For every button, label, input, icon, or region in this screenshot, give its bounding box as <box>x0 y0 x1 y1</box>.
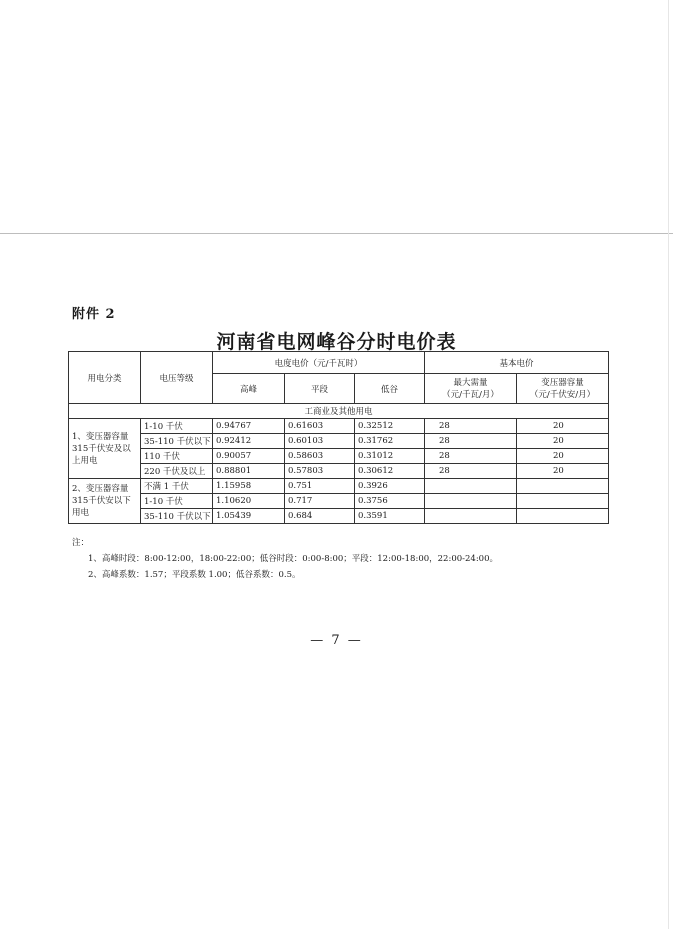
capacity-cell <box>517 509 609 524</box>
demand-cell <box>425 509 517 524</box>
table-row <box>69 479 609 494</box>
header-category: 用电分类 <box>69 352 141 404</box>
header-energy-price: 电度电价（元/千瓦时） <box>213 352 425 374</box>
demand-cell: 28 <box>425 449 517 464</box>
header-peak: 高峰 <box>213 374 285 404</box>
demand-cell: 28 <box>425 419 517 434</box>
peak-cell: 0.92412 <box>213 434 285 449</box>
valley-cell: 0.31012 <box>355 449 425 464</box>
capacity-cell <box>517 479 609 494</box>
demand-cell <box>425 479 517 494</box>
capacity-cell: 20 <box>517 419 609 434</box>
table-row <box>69 464 609 479</box>
valley-cell: 0.3756 <box>355 494 425 509</box>
flat-cell: 0.57803 <box>285 464 355 479</box>
document-title: 河南省电网峰谷分时电价表 <box>216 331 457 353</box>
peak-cell: 0.88801 <box>213 464 285 479</box>
notes <box>72 535 498 583</box>
flat-cell: 0.61603 <box>285 419 355 434</box>
header-flat: 平段 <box>285 374 355 404</box>
capacity-cell: 20 <box>517 434 609 449</box>
page-edge <box>668 0 669 929</box>
peak-cell: 0.90057 <box>213 449 285 464</box>
table-row <box>69 434 609 449</box>
valley-cell: 0.3591 <box>355 509 425 524</box>
capacity-cell: 20 <box>517 464 609 479</box>
voltage-cell: 110 千伏 <box>141 449 213 464</box>
peak-cell: 0.94767 <box>213 419 285 434</box>
valley-cell: 0.30612 <box>355 464 425 479</box>
header-voltage: 电压等级 <box>141 352 213 404</box>
capacity-cell <box>517 494 609 509</box>
peak-cell: 1.15958 <box>213 479 285 494</box>
header-capacity-line1: 变压器容量 <box>541 377 584 388</box>
header-max-demand-line2: （元/千瓦/月） <box>442 389 499 400</box>
notes-heading: 注： <box>72 538 90 548</box>
flat-cell: 0.684 <box>285 509 355 524</box>
flat-cell: 0.717 <box>285 494 355 509</box>
header-capacity <box>517 374 609 404</box>
header-max-demand <box>425 374 517 404</box>
voltage-cell: 220 千伏及以上 <box>141 464 213 479</box>
valley-cell: 0.31762 <box>355 434 425 449</box>
price-table <box>68 351 609 524</box>
flat-cell: 0.751 <box>285 479 355 494</box>
demand-cell: 28 <box>425 464 517 479</box>
table-row <box>69 449 609 464</box>
demand-cell: 28 <box>425 434 517 449</box>
note-item: 1、高峰时段：8:00-12:00，18:00-22:00；低谷时段：0:00-8:00；平段：12:00-18:00，22:00-24:00。 <box>88 554 499 564</box>
note-item: 2、高峰系数：1.57；平段系数 1.00；低谷系数：0.5。 <box>88 570 301 580</box>
section-row: 工商业及其他用电 <box>69 404 609 419</box>
valley-cell: 0.32512 <box>355 419 425 434</box>
flat-cell: 0.60103 <box>285 434 355 449</box>
page-divider <box>0 233 673 234</box>
header-valley: 低谷 <box>355 374 425 404</box>
peak-cell: 1.10620 <box>213 494 285 509</box>
peak-cell: 1.05439 <box>213 509 285 524</box>
header-basic-price: 基本电价 <box>425 352 609 374</box>
table-row <box>69 494 609 509</box>
valley-cell: 0.3926 <box>355 479 425 494</box>
group1-label: 1、变压器容量315千伏安及以上用电 <box>69 419 141 479</box>
flat-cell: 0.58603 <box>285 449 355 464</box>
voltage-cell: 35-110 千伏以下 <box>141 434 213 449</box>
voltage-cell: 1-10 千伏 <box>141 419 213 434</box>
header-capacity-line2: （元/千伏安/月） <box>529 389 596 400</box>
previous-page-area <box>0 0 673 233</box>
table-row <box>69 419 609 434</box>
header-max-demand-line1: 最大需量 <box>453 377 488 388</box>
voltage-cell: 1-10 千伏 <box>141 494 213 509</box>
page-number: — 7 — <box>310 633 363 648</box>
table-row <box>69 509 609 524</box>
group2-label: 2、变压器容量315千伏安以下用电 <box>69 479 141 524</box>
demand-cell <box>425 494 517 509</box>
capacity-cell: 20 <box>517 449 609 464</box>
voltage-cell: 35-110 千伏以下 <box>141 509 213 524</box>
voltage-cell: 不满 1 千伏 <box>141 479 213 494</box>
attachment-label: 附件 2 <box>72 307 116 322</box>
